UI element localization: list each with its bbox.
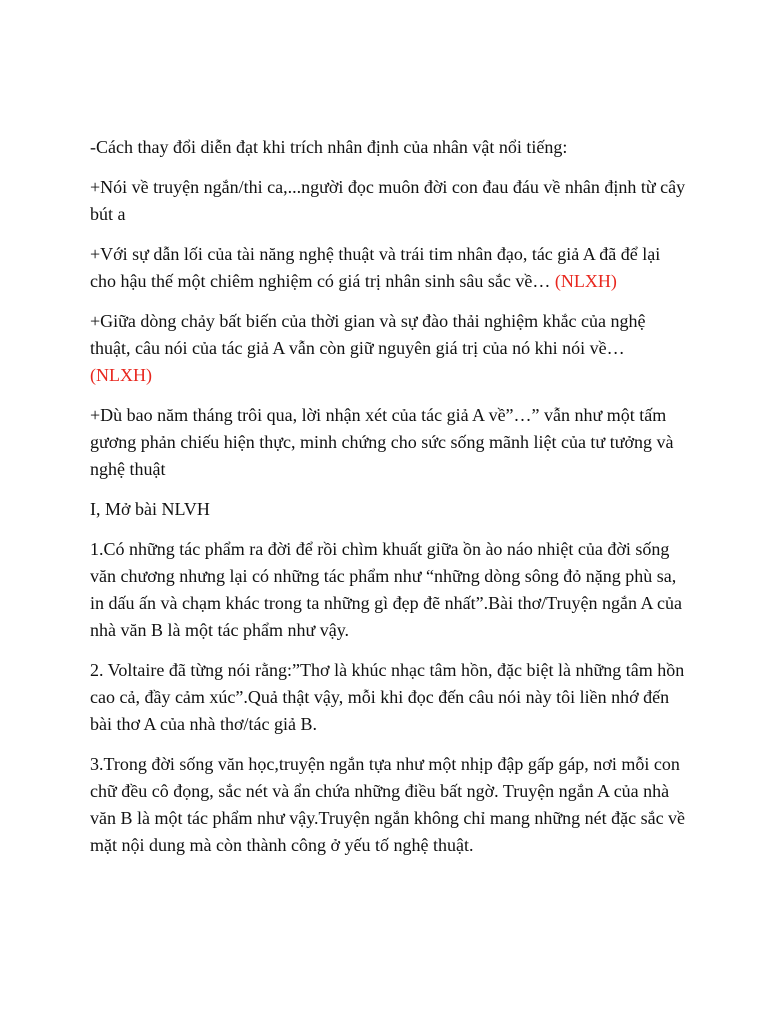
- nlxh-tag: (NLXH): [554, 271, 617, 291]
- paragraph-text: 2. Voltaire đã từng nói rằng:”Thơ là khúc nhạc tâm hồn, đặc biệt là những tâm hồn cao cả, đầy cảm xúc”.Quả thật vậy, mỗi khi đọc đến câu nói này tôi liền nhớ đến bài thơ A của nhà thơ/tác giả B.: [90, 660, 685, 734]
- paragraph-bullet-4: [90, 402, 690, 483]
- paragraph-bullet-3: [90, 308, 690, 389]
- section-heading: [90, 496, 690, 523]
- paragraph-text: +Dù bao năm tháng trôi qua, lời nhận xét của tác giả A về”…” vẫn như một tấm gương phản chiếu hiện thực, minh chứng cho sức sống mãnh liệt của tư tưởng và nghệ thuật: [90, 405, 674, 479]
- heading-text: I, Mở bài NLVH: [90, 499, 210, 519]
- paragraph-text: +Giữa dòng chảy bất biến của thời gian và sự đào thải nghiệm khắc của nghệ thuật, câu nói của tác giả A vẫn còn giữ nguyên giá trị của nó khi nói về…: [90, 311, 646, 358]
- paragraph-example-2: [90, 657, 690, 738]
- paragraph-text: 3.Trong đời sống văn học,truyện ngắn tựa như một nhịp đập gấp gáp, nơi mỗi con chữ đều cô đọng, sắc nét và ẩn chứa những điều bất ngờ. Truyện ngắn A của nhà văn B là một tác phẩm như vậy.Truyện ngắn không chỉ mang những nét đặc sắc về mặt nội dung mà còn thành công ở yếu tố nghệ thuật.: [90, 754, 686, 855]
- nlxh-tag: (NLXH): [90, 365, 152, 385]
- paragraph-text: +Nói về truyện ngắn/thi ca,...người đọc muôn đời con đau đáu về nhân định từ cây bút a: [90, 177, 686, 224]
- paragraph-example-1: [90, 536, 690, 644]
- document-page: [90, 134, 690, 872]
- paragraph-text: -Cách thay đổi diễn đạt khi trích nhân định của nhân vật nổi tiếng:: [90, 137, 568, 157]
- paragraph-text: 1.Có những tác phẩm ra đời để rồi chìm khuất giữa ồn ào náo nhiệt của đời sống văn chương nhưng lại có những tác phẩm như “những dòng sông đỏ nặng phù sa, in dấu ấn và chạm khác trong ta những gì đẹp đẽ nhất”.Bài thơ/Truyện ngắn A của nhà văn B là một tác phẩm như vậy.: [90, 539, 682, 640]
- paragraph-example-3: [90, 751, 690, 859]
- paragraph-intro: [90, 134, 690, 161]
- paragraph-bullet-2: [90, 241, 690, 295]
- paragraph-text: +Với sự dẫn lối của tài năng nghệ thuật và trái tim nhân đạo, tác giả A đã để lại cho hậu thế một chiêm nghiệm có giá trị nhân sinh sâu sắc về…: [90, 244, 661, 291]
- paragraph-bullet-1: [90, 174, 690, 228]
